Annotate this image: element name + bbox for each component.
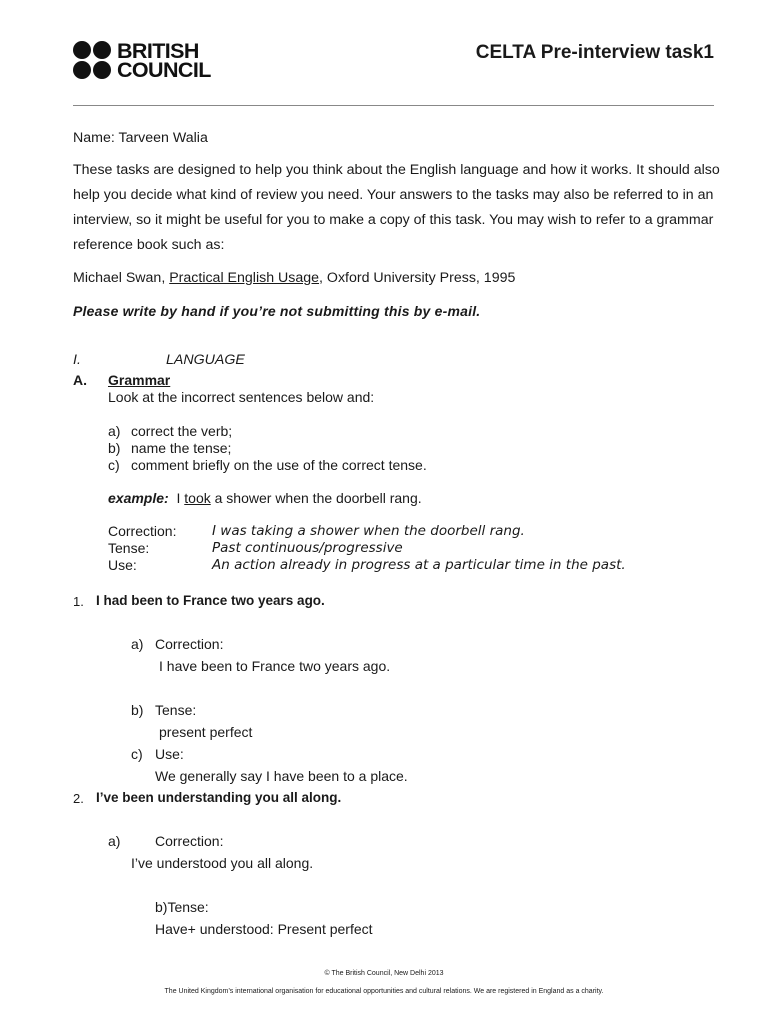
answer-heading: b)Tense: [155, 899, 209, 915]
logo-text-line2: COUNCIL [117, 58, 211, 82]
step-label: a) [108, 423, 121, 439]
answer-label: a) [131, 636, 144, 652]
example-post: a shower when the doorbell rang. [210, 490, 422, 506]
answer-text: present perfect [159, 724, 253, 740]
question-sentence: I had been to France two years ago. [96, 593, 325, 608]
reference-author: Michael Swan, [73, 270, 170, 286]
answer-heading: Correction: [155, 636, 224, 652]
answer-heading: Use: [155, 746, 184, 762]
example-underlined-verb: took [184, 490, 211, 506]
tense-label: Tense: [108, 540, 150, 556]
logo-text-line1: BRITISH [117, 39, 199, 63]
step-label: c) [108, 457, 120, 473]
logo-dots-icon [73, 41, 113, 81]
instruction-text: Look at the incorrect sentences below and: [108, 389, 375, 405]
tense-value: Past continuous/progressive [212, 540, 403, 556]
step-text: correct the verb; [131, 423, 233, 439]
correction-label: Correction: [108, 523, 177, 539]
answer-label: a) [108, 833, 121, 849]
reference-publisher: , Oxford University Press, 1995 [319, 270, 516, 286]
answer-label: b) [131, 702, 144, 718]
answer-text: I have been to France two years ago. [159, 658, 391, 674]
step-label: b) [108, 440, 121, 456]
section-numeral: I. [73, 352, 81, 368]
handwrite-note: Please write by hand if you’re not submitting this by e-mail. [73, 303, 481, 319]
answer-heading: Correction: [155, 833, 224, 849]
answer-text: We generally say I have been to a place. [155, 768, 408, 784]
use-value: An action already in progress at a particular time in the past. [212, 557, 626, 573]
example-line [108, 490, 422, 506]
use-label: Use: [108, 557, 137, 573]
answer-heading: Tense: [155, 702, 197, 718]
intro-paragraph: These tasks are designed to help you think about the English language and how it works. It should also help you decide what kind of review you need. Your answers to the tasks may also be referred to in an interview, so it might be useful for you to make a copy of this task. You may wish to refer to a grammar reference book such as: [73, 162, 720, 253]
section-heading: LANGUAGE [166, 352, 245, 368]
question-number: 2. [73, 791, 84, 806]
question-sentence: I’ve been understanding you all along. [96, 790, 342, 805]
header-divider [73, 105, 714, 106]
reference-book-title: Practical English Usage [169, 270, 320, 286]
name-line: Name: Tarveen Walia [73, 130, 208, 146]
question-number: 1. [73, 594, 84, 609]
reference-line [73, 270, 515, 286]
example-label: example: [108, 490, 169, 506]
footer-charity-note: The United Kingdom’s international organisation for educational opportunities and cultural relations. We are registered in England as a charity. [164, 988, 604, 995]
footer-copyright: © The British Council, New Delhi 2013 [324, 970, 444, 977]
correction-value: I was taking a shower when the doorbell rang. [212, 523, 525, 539]
step-text: name the tense; [131, 440, 232, 456]
step-text: comment briefly on the use of the correct tense. [131, 457, 427, 473]
answer-label: c) [131, 746, 143, 762]
example-pre: I [176, 490, 185, 506]
subsection-heading: Grammar [108, 372, 171, 388]
answer-text: Have+ understood: Present perfect [155, 921, 373, 937]
subsection-label: A. [73, 372, 87, 388]
answer-text: I’ve understood you all along. [131, 855, 314, 871]
document-title: CELTA Pre-interview task1 [475, 42, 714, 63]
